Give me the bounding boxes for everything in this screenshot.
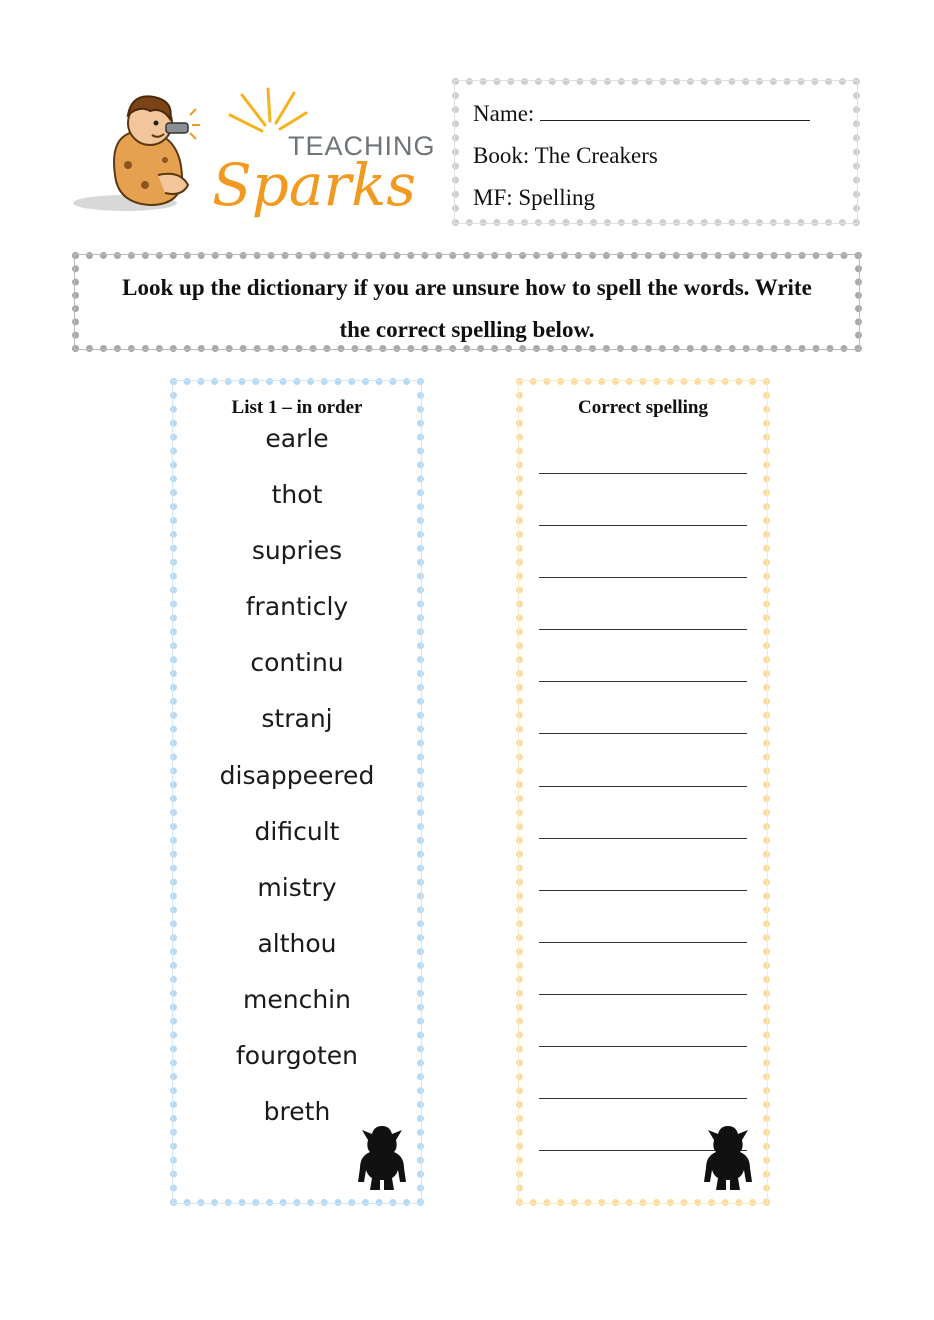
list-title: List 1 – in order (231, 397, 363, 418)
misspelled-word: fourgoten (236, 1041, 358, 1071)
misspelled-word: continu (250, 648, 344, 678)
misspelled-word: dificult (254, 816, 340, 846)
logo-word-bottom: Sparks (212, 151, 417, 219)
answer-line[interactable] (539, 526, 747, 578)
name-field[interactable] (540, 98, 810, 121)
misspelled-word: franticly (245, 592, 349, 622)
misspelled-word: mistry (257, 872, 337, 902)
misspelled-word: supries (251, 536, 343, 566)
answer-lines (523, 421, 763, 1151)
answer-line[interactable] (539, 995, 747, 1047)
answer-line[interactable] (539, 630, 747, 682)
mf-label: MF: Spelling (473, 185, 596, 210)
answer-line[interactable] (539, 787, 747, 839)
teaching-sparks-logo (70, 85, 440, 225)
answer-line[interactable] (539, 578, 747, 630)
misspelled-word: thot (271, 480, 323, 510)
misspelled-word: breth (263, 1097, 331, 1127)
answer-line[interactable] (539, 839, 747, 891)
misspelled-word: stranj (261, 704, 333, 734)
word-list (177, 421, 417, 1150)
answer-line[interactable] (539, 682, 747, 734)
instructions-box (72, 252, 862, 352)
answers-title: Correct spelling (578, 397, 708, 418)
answer-line[interactable] (539, 891, 747, 943)
answer-line[interactable] (539, 1047, 747, 1099)
instructions-line-2: the correct spelling below. (339, 317, 595, 342)
instructions-line-1: Look up the dictionary if you are unsure how to spell the words. Write (122, 275, 812, 300)
misspelled-word: menchin (243, 984, 351, 1014)
logo-word-top: TEACHING (288, 131, 436, 161)
misspelled-word: althou (257, 928, 337, 958)
book-label: Book: The Creakers (473, 143, 658, 168)
student-info-box (452, 78, 860, 226)
name-row (473, 93, 839, 135)
misspelled-word: earle (265, 424, 329, 453)
misspelled-word: disappeered (219, 760, 375, 790)
answer-line[interactable] (539, 943, 747, 995)
logo-graphic (70, 85, 440, 225)
goblin-silhouette-icon (700, 1120, 756, 1192)
misspelled-word-list (170, 378, 424, 1206)
caveman-icon (114, 96, 200, 205)
correct-spelling-list (516, 378, 770, 1206)
answer-line[interactable] (539, 734, 747, 786)
answer-line[interactable] (539, 474, 747, 526)
answer-line[interactable] (539, 421, 747, 474)
name-label: Name: (473, 101, 535, 126)
goblin-silhouette-icon (354, 1120, 410, 1192)
